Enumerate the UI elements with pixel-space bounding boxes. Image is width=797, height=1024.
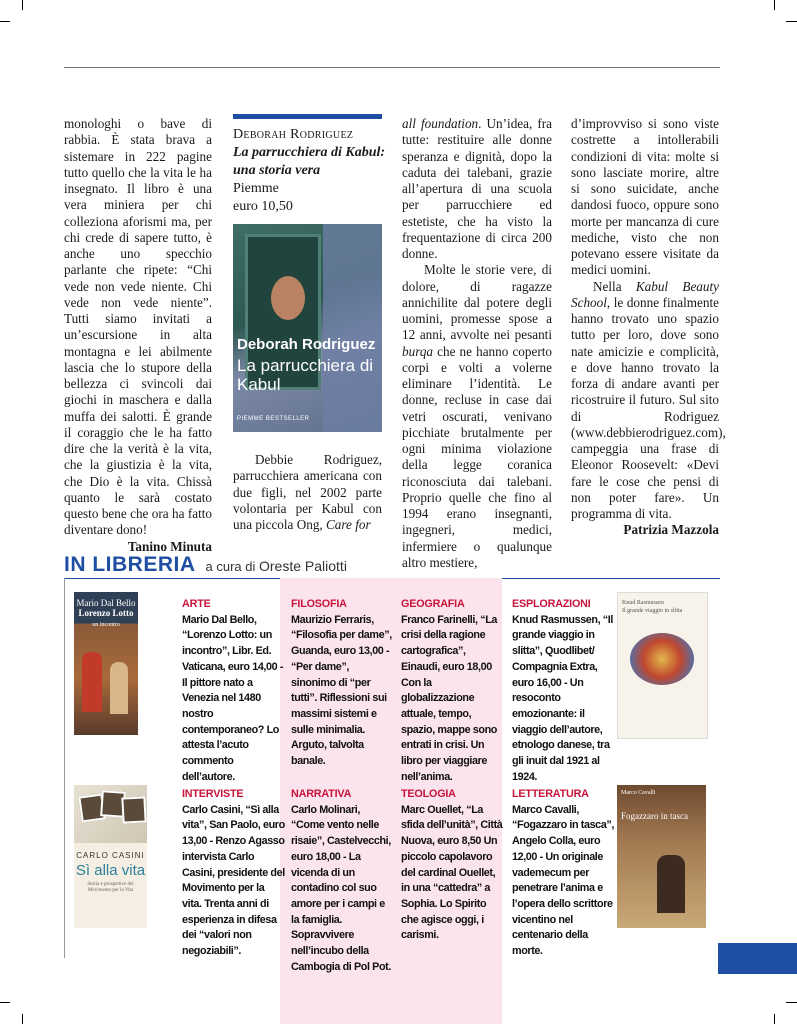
crop-mark (786, 1002, 797, 1003)
entry-text: Mario Dal Bello, “Lorenzo Lotto: un incontro”, Libr. Ed. Vaticana, euro 14,00 - Il pittore nato a Venezia nel 1480 nostro contemporaneo? Lo attesta l’acuto commento dell’autore. (182, 613, 284, 783)
entry-text: Maurizio Ferraris, “Filosofia per dame”, Guanda, euro 13,00 - “Per dame”, sinonimo di “per tutti”. Riflessioni sui massimi sistemi e sulle minimalia. Arguto, talvolta banale. (291, 613, 392, 768)
book-author: Deborah Rodriguez (233, 127, 354, 142)
cover-face (271, 276, 305, 320)
thumb-title: Fogazzaro in tasca (621, 811, 688, 821)
thumb-si-alla-vita (74, 785, 147, 928)
thumb-figure (110, 662, 128, 714)
thumb-title: Sì alla vita (75, 862, 146, 879)
article-column-2 (233, 452, 382, 533)
thumb-figure (82, 652, 102, 712)
libreria-entry (182, 787, 286, 960)
libreria-entry (291, 787, 395, 975)
thumb-grande-viaggio (617, 592, 708, 739)
article-paragraph: all foundation. Un’idea, fra tutte: restituire alle donne speranza e dignità, dopo la caduta dei talebani, grazie all’apertura di una scuola per parrucchiere ed estetiste, che ha visto la frequentazione di circa 200 donne. (402, 116, 553, 261)
crop-mark (774, 0, 775, 10)
book-title: La parrucchiera di Kabul: una storia vera (233, 145, 386, 178)
entry-text: Franco Farinelli, “La crisi della ragione cartografica”, Einaudi, euro 18,00 Con la globalizzazione attuale, tempo, spazio, mappe sono entrati in crisi. Un libro per viaggiare nell’anima. (401, 613, 497, 783)
book-info (233, 126, 388, 216)
article-column-1 (64, 116, 212, 555)
thumb-fogazzaro (617, 785, 706, 928)
crop-mark (774, 1014, 775, 1024)
thumb-artwork (630, 633, 694, 685)
libreria-entry (291, 597, 395, 770)
entry-text: Marco Cavalli, “Fogazzaro in tasca”, Angelo Colla, euro 12,00 - Un originale vademecum per penetrare l’anima e l’opera dello scrittore vicentino nel centenario della morte. (512, 803, 614, 958)
thumb-text: Mario Dal Bello Lorenzo Lotto un incontro (76, 598, 136, 628)
crop-mark (22, 0, 23, 10)
article-paragraph: d’improvviso si sono viste costrette a intollerabili condizioni di vita: molte si sono lasciate morire, altre si sono suicidate, anche dandosi fuoco, oppure sono morte per mancanza di cure mediche, visto che non potevano essere visitate da medici uomini. (571, 116, 719, 278)
crop-mark (0, 21, 10, 22)
libreria-header (64, 553, 347, 577)
entry-category: ESPLORAZIONI (512, 598, 591, 610)
thumb-author: Marco Cavalli (621, 790, 656, 796)
entry-category: GEOGRAFIA (401, 598, 465, 610)
libreria-curator: a cura di Oreste Paliotti (205, 558, 347, 574)
article-column-4 (571, 116, 726, 539)
entry-category: ARTE (182, 598, 211, 610)
entry-text: Carlo Molinari, “Come vento nelle risaie”, Castelvecchi, euro 18,00 - La vicenda di un contadino col suo amore per i campi e la famiglia. Sopravvivere nell’incubo della Cambogia di Pol Pot. (291, 803, 391, 973)
article-paragraph: Debbie Rodriguez, parrucchiera americana con due figli, nel 2002 parte volontaria per Kabul con una piccola Ong, Care for (233, 452, 382, 532)
thumb-photos (74, 785, 147, 843)
book-price: euro 10,50 (233, 199, 293, 214)
thumb-subtitle: Storia e prospettive del Movimento per la Vita (87, 882, 134, 893)
entry-category: LETTERATURA (512, 788, 589, 800)
entry-category: TEOLOGIA (401, 788, 456, 800)
libreria-title: IN LIBRERIA (64, 553, 196, 576)
thumb-lorenzo-lotto (74, 592, 138, 735)
cover-author: Deborah Rodriguez (237, 336, 376, 353)
thumb-text: Knud Rasmussen Il grande viaggio in slitta (622, 600, 683, 614)
thumb-author: CARLO CASINI (76, 851, 145, 860)
libreria-entry (512, 787, 616, 960)
book-header-bar (233, 114, 382, 119)
entry-text: Carlo Casini, “Sì alla vita”, San Paolo, euro 13,00 - Renzo Agasso intervista Carlo Casini, presidente del Movimento per la vita. Trenta anni di esperienza in difesa dei “valori non negoziabili”. (182, 803, 285, 958)
crop-mark (22, 1014, 23, 1024)
libreria-entry (512, 597, 616, 785)
crop-mark (786, 21, 797, 22)
entry-category: INTERVISTE (182, 788, 244, 800)
article-signature: Tanino Minuta (127, 538, 212, 554)
article-paragraph: Molte le storie vere, di dolore, di ragazze annichilite dal potere degli uomini, promesse spose a 12 anni, avvolte nei pesanti burqa che ne hanno coperto corpi e volti a volerne eliminare l’identità. Le donne, recluse in case dai vetri oscurati, venivano picchiate brutalmente per ogni minima violazione della legge coranica riconosciuta dai talebani. Proprio quelle che fino al 1994 erano insegnanti, ingegneri, medici, infermiere o qualunque altro mestiere, (402, 262, 552, 570)
cover-badge: PIEMME BESTSELLER (237, 416, 310, 422)
entry-text: Knud Rasmussen, “Il grande viaggio in slitta”, Quodlibet/ Compagnia Extra, euro 16,00 - Un resoconto emozionante: il viaggio dell’autore, etnologo danese, tra gli inuit dal 1921 al 1924. (512, 613, 613, 783)
page-tab (718, 943, 797, 974)
entry-category: FILOSOFIA (291, 598, 347, 610)
crop-mark (0, 1002, 10, 1003)
book-cover-image (233, 224, 382, 432)
entry-text: Marc Ouellet, “La sfida dell’unità”, Città Nuova, euro 8,50 Un piccolo capolavoro del cardinal Ouellet, in una “cattedra” a Sophia. Lo Spirito che agisce oggi, i carismi. (401, 803, 503, 942)
libreria-entry (182, 597, 286, 785)
entry-category: NARRATIVA (291, 788, 352, 800)
book-publisher: Piemme (233, 181, 279, 196)
thumb-figure (657, 855, 685, 913)
article-paragraph: monologhi o bave di rabbia. È stata brava a sistemare in 222 pagine tutto quello che la vita le ha insegnato. Il libro è una vera miniera per chi colleziona aforismi ma, per chi crede di sapere tutto, è anche uno specchio parlante che ripete: “Chi vede non vede niente. Chi vede non vede niente”. Tutti siamo invitati a un’escursione in alta montagna e lei abilmente lascia che lo stupore della bellezza ci svincoli dai giochi in maschera e dalla muffa dei salotti. È grande il coraggio che le ha fatto dire che la verità è la vita, che la giustizia è la vita, che Dio è la vita. Chissà quanto le sarà costato questo bene che ora ha fatto diventare dono! (64, 116, 212, 538)
article-column-3 (402, 116, 552, 571)
cover-title: La parrucchiera di Kabul (237, 356, 374, 394)
libreria-entry (401, 597, 505, 785)
cover-text (237, 336, 382, 422)
article-paragraph: Nella Kabul Beauty School, le donne finalmente hanno trovato uno spazio tutto per loro, dove sono nate amicizie e complicità, e dove hanno trovato la forza di andare avanti per ricostruire il futuro. Sul sito di Rodriguez (www.debbierodriguez.com), campeggia una frase di Eleonor Roosevelt: «Devi fare le cose che pensi di non poter fare». Un programma di vita. (571, 278, 726, 521)
libreria-entry (401, 787, 505, 944)
libreria-left-rule (64, 578, 65, 958)
article-signature: Patrizia Mazzola (623, 522, 719, 538)
header-rule (64, 67, 720, 68)
